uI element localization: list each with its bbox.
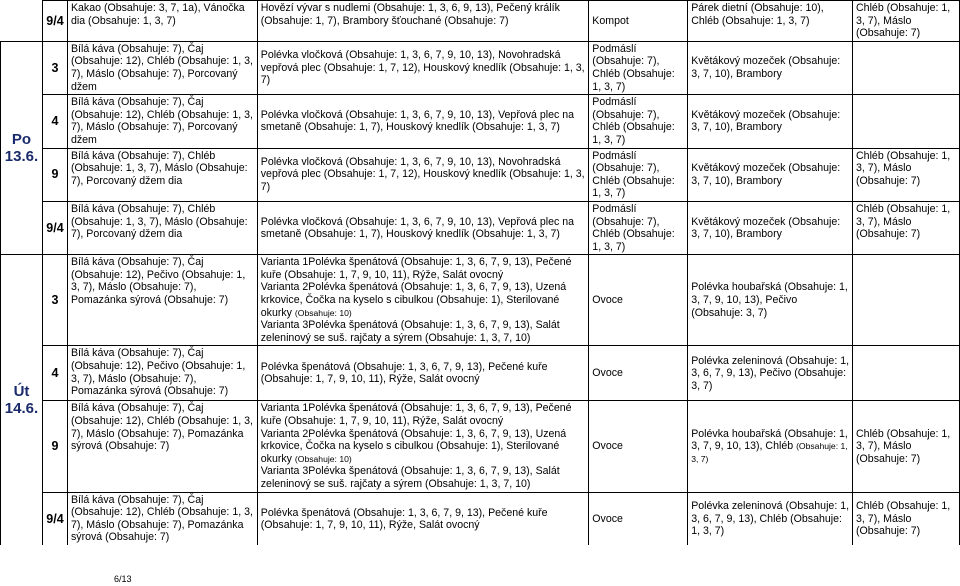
group-label: 4 <box>42 346 67 401</box>
dinner-cell: Květákový mozeček (Obsahuje: 3, 7, 10), Brambory <box>688 95 853 148</box>
table-row <box>1 201 960 254</box>
snack-cell: Bílá káva (Obsahuje: 7), Čaj (Obsahuje: 12), Chléb (Obsahuje: 1, 3, 7), Máslo (Obsahuje: 7), Porcovaný džem <box>67 41 257 94</box>
dessert-cell: Ovoce <box>589 255 688 346</box>
table-row <box>1 95 960 148</box>
group-label: 3 <box>42 255 67 346</box>
dessert-cell: Podmáslí (Obsahuje: 7), Chléb (Obsahuje: 1, 3, 7) <box>589 201 688 254</box>
lunch-variant-1: Varianta 1Polévka špenátová (Obsahuje: 1, 3, 6, 7, 9, 13), Pečené kuře (Obsahuje: 1, 7, 9, 10, 11), Rýže, Salát ovocný <box>260 402 572 428</box>
lunch-cell: Hovězí vývar s nudlemi (Obsahuje: 1, 3, 6, 9, 13), Pečený králík (Obsahuje: 1, 7), Brambory šťouchané (Obsahuje: 7) <box>257 1 589 42</box>
snack-cell: Kakao (Obsahuje: 3, 7, 1a), Vánočka dia (Obsahuje: 1, 3, 7) <box>67 1 257 42</box>
lunch-variant-2: Varianta 2Polévka špenátová (Obsahuje: 1, 3, 6, 7, 9, 13), Uzená krkovice, Čočka na kyselo s cibulkou (Obsahuje: 1), Sterilované okurky (Obsahuje: 10) <box>260 281 567 319</box>
dessert-cell: Ovoce <box>589 492 688 545</box>
table-row <box>1 401 960 492</box>
dessert-cell: Podmáslí (Obsahuje: 7), Chléb (Obsahuje: 1, 3, 7) <box>589 95 688 148</box>
snack-cell: Bílá káva (Obsahuje: 7), Chléb (Obsahuje: 1, 3, 7), Máslo (Obsahuje: 7), Porcovaný džem dia <box>67 201 257 254</box>
dessert-cell: Kompot <box>589 1 688 42</box>
lunch-variant-2: Varianta 2Polévka špenátová (Obsahuje: 1, 3, 6, 7, 9, 13), Uzená krkovice, Čočka na kyselo s cibulkou (Obsahuje: 1), Sterilované okurky (Obsahuje: 10) <box>260 427 567 465</box>
lunch-cell: Polévka špenátová (Obsahuje: 1, 3, 6, 7, 9, 13), Pečené kuře (Obsahuje: 1, 7, 9, 10, 11), Rýže, Salát ovocný <box>257 346 589 401</box>
dinner-cell: Květákový mozeček (Obsahuje: 3, 7, 10), Brambory <box>688 41 853 94</box>
table-row <box>1 41 960 94</box>
lunch-variant-3: Varianta 3Polévka špenátová (Obsahuje: 1, 3, 6, 7, 9, 13), Salát zeleninový se suš. rajčaty a sýrem (Obsahuje: 1, 3, 7, 10) <box>260 319 560 344</box>
group-label: 9 <box>42 401 67 492</box>
second-dinner-cell: Chléb (Obsahuje: 1, 3, 7), Máslo (Obsahuje: 7) <box>853 148 960 201</box>
day-label: Út 14.6. <box>1 255 43 545</box>
lunch-cell <box>257 255 589 346</box>
dinner-cell: Polévka zeleninová (Obsahuje: 1, 3, 6, 7, 9, 13), Pečivo (Obsahuje: 3, 7) <box>688 346 853 401</box>
lunch-variant-3: Varianta 3Polévka špenátová (Obsahuje: 1, 3, 6, 7, 9, 13), Salát zeleninový se suš. rajčaty a sýrem (Obsahuje: 1, 3, 7, 10) <box>260 465 560 490</box>
group-label: 9/4 <box>42 492 67 545</box>
snack-cell: Bílá káva (Obsahuje: 7), Čaj (Obsahuje: 12), Pečivo (Obsahuje: 1, 3, 7), Máslo (Obsahuje: 7), Pomazánka sýrová (Obsahuje: 7) <box>67 255 257 346</box>
snack-cell: Bílá káva (Obsahuje: 7), Čaj (Obsahuje: 12), Chléb (Obsahuje: 1, 3, 7), Máslo (Obsahuje: 7), Pomazánka sýrová (Obsahuje: 7) <box>67 401 257 492</box>
group-label: 4 <box>42 95 67 148</box>
table-row <box>1 492 960 545</box>
table-row <box>1 255 960 346</box>
dessert-cell: Podmáslí (Obsahuje: 7), Chléb (Obsahuje: 1, 3, 7) <box>589 41 688 94</box>
group-label: 3 <box>42 41 67 94</box>
table-row <box>1 1 960 42</box>
page-number: 6/13 <box>114 574 132 584</box>
dessert-cell: Podmáslí (Obsahuje: 7), Chléb (Obsahuje: 1, 3, 7) <box>589 148 688 201</box>
lunch-variant-1: Varianta 1Polévka špenátová (Obsahuje: 1, 3, 6, 7, 9, 13), Pečené kuře (Obsahuje: 1, 7, 9, 10, 11), Rýže, Salát ovocný <box>260 256 572 281</box>
snack-cell: Bílá káva (Obsahuje: 7), Čaj (Obsahuje: 12), Pečivo (Obsahuje: 1, 3, 7), Máslo (Obsahuje: 7), Pomazánka sýrová (Obsahuje: 7) <box>67 346 257 401</box>
lunch-cell <box>257 401 589 492</box>
group-label: 9/4 <box>42 201 67 254</box>
day-label: Po 13.6. <box>1 41 43 255</box>
second-dinner-cell: Chléb (Obsahuje: 1, 3, 7), Máslo (Obsahuje: 7) <box>853 492 960 545</box>
dessert-cell: Ovoce <box>589 401 688 492</box>
table-row <box>1 346 960 401</box>
snack-cell: Bílá káva (Obsahuje: 7), Čaj (Obsahuje: 12), Chléb (Obsahuje: 1, 3, 7), Máslo (Obsahuje: 7), Porcovaný džem <box>67 95 257 148</box>
lunch-cell: Polévka vločková (Obsahuje: 1, 3, 6, 7, 9, 10, 13), Novohradská vepřová plec (Obsahuje: 1, 7, 12), Houskový knedlík (Obsahuje: 1, 3, 7) <box>257 41 589 94</box>
second-dinner-cell: Chléb (Obsahuje: 1, 3, 7), Máslo (Obsahuje: 7) <box>853 1 960 42</box>
lunch-cell: Polévka vločková (Obsahuje: 1, 3, 6, 7, 9, 10, 13), Novohradská vepřová plec (Obsahuje: 1, 7, 12), Houskový knedlík (Obsahuje: 1, 3, 7) <box>257 148 589 201</box>
lunch-cell: Polévka vločková (Obsahuje: 1, 3, 6, 7, 9, 10, 13), Vepřová plec na smetaně (Obsahuje: 1, 7), Houskový knedlík (Obsahuje: 1, 3, 7) <box>257 201 589 254</box>
dinner-cell: Polévka zeleninová (Obsahuje: 1, 3, 6, 7, 9, 13), Chléb (Obsahuje: 1, 3, 7) <box>688 492 853 545</box>
snack-cell: Bílá káva (Obsahuje: 7), Čaj (Obsahuje: 12), Chléb (Obsahuje: 1, 3, 7), Máslo (Obsahuje: 7), Pomazánka sýrová (Obsahuje: 7) <box>67 492 257 545</box>
dinner-cell: Polévka houbařská (Obsahuje: 1, 3, 7, 9, 10, 13), Pečivo (Obsahuje: 3, 7) <box>688 255 853 346</box>
lunch-cell: Polévka špenátová (Obsahuje: 1, 3, 6, 7, 9, 13), Pečené kuře (Obsahuje: 1, 7, 9, 10, 11), Rýže, Salát ovocný <box>257 492 589 545</box>
snack-cell: Bílá káva (Obsahuje: 7), Chléb (Obsahuje: 1, 3, 7), Máslo (Obsahuje: 7), Porcovaný džem dia <box>67 148 257 201</box>
second-dinner-cell: Chléb (Obsahuje: 1, 3, 7), Máslo (Obsahuje: 7) <box>853 401 960 492</box>
second-dinner-cell: Chléb (Obsahuje: 1, 3, 7), Máslo (Obsahuje: 7) <box>853 201 960 254</box>
group-label: 9/4 <box>42 1 67 42</box>
dinner-cell: Polévka houbařská (Obsahuje: 1, 3, 7, 9, 10, 13), Chléb (Obsahuje: 1, 3, 7) <box>688 401 853 492</box>
group-label: 9 <box>42 148 67 201</box>
lunch-cell: Polévka vločková (Obsahuje: 1, 3, 6, 7, 9, 10, 13), Vepřová plec na smetaně (Obsahuje: 1, 7), Houskový knedlík (Obsahuje: 1, 3, 7) <box>257 95 589 148</box>
table-row <box>1 148 960 201</box>
dinner-cell: Květákový mozeček (Obsahuje: 3, 7, 10), Brambory <box>688 201 853 254</box>
dinner-cell: Párek dietní (Obsahuje: 10), Chléb (Obsahuje: 1, 3, 7) <box>688 1 853 42</box>
dessert-cell: Ovoce <box>589 346 688 401</box>
dinner-cell: Květákový mozeček (Obsahuje: 3, 7, 10), Brambory <box>688 148 853 201</box>
